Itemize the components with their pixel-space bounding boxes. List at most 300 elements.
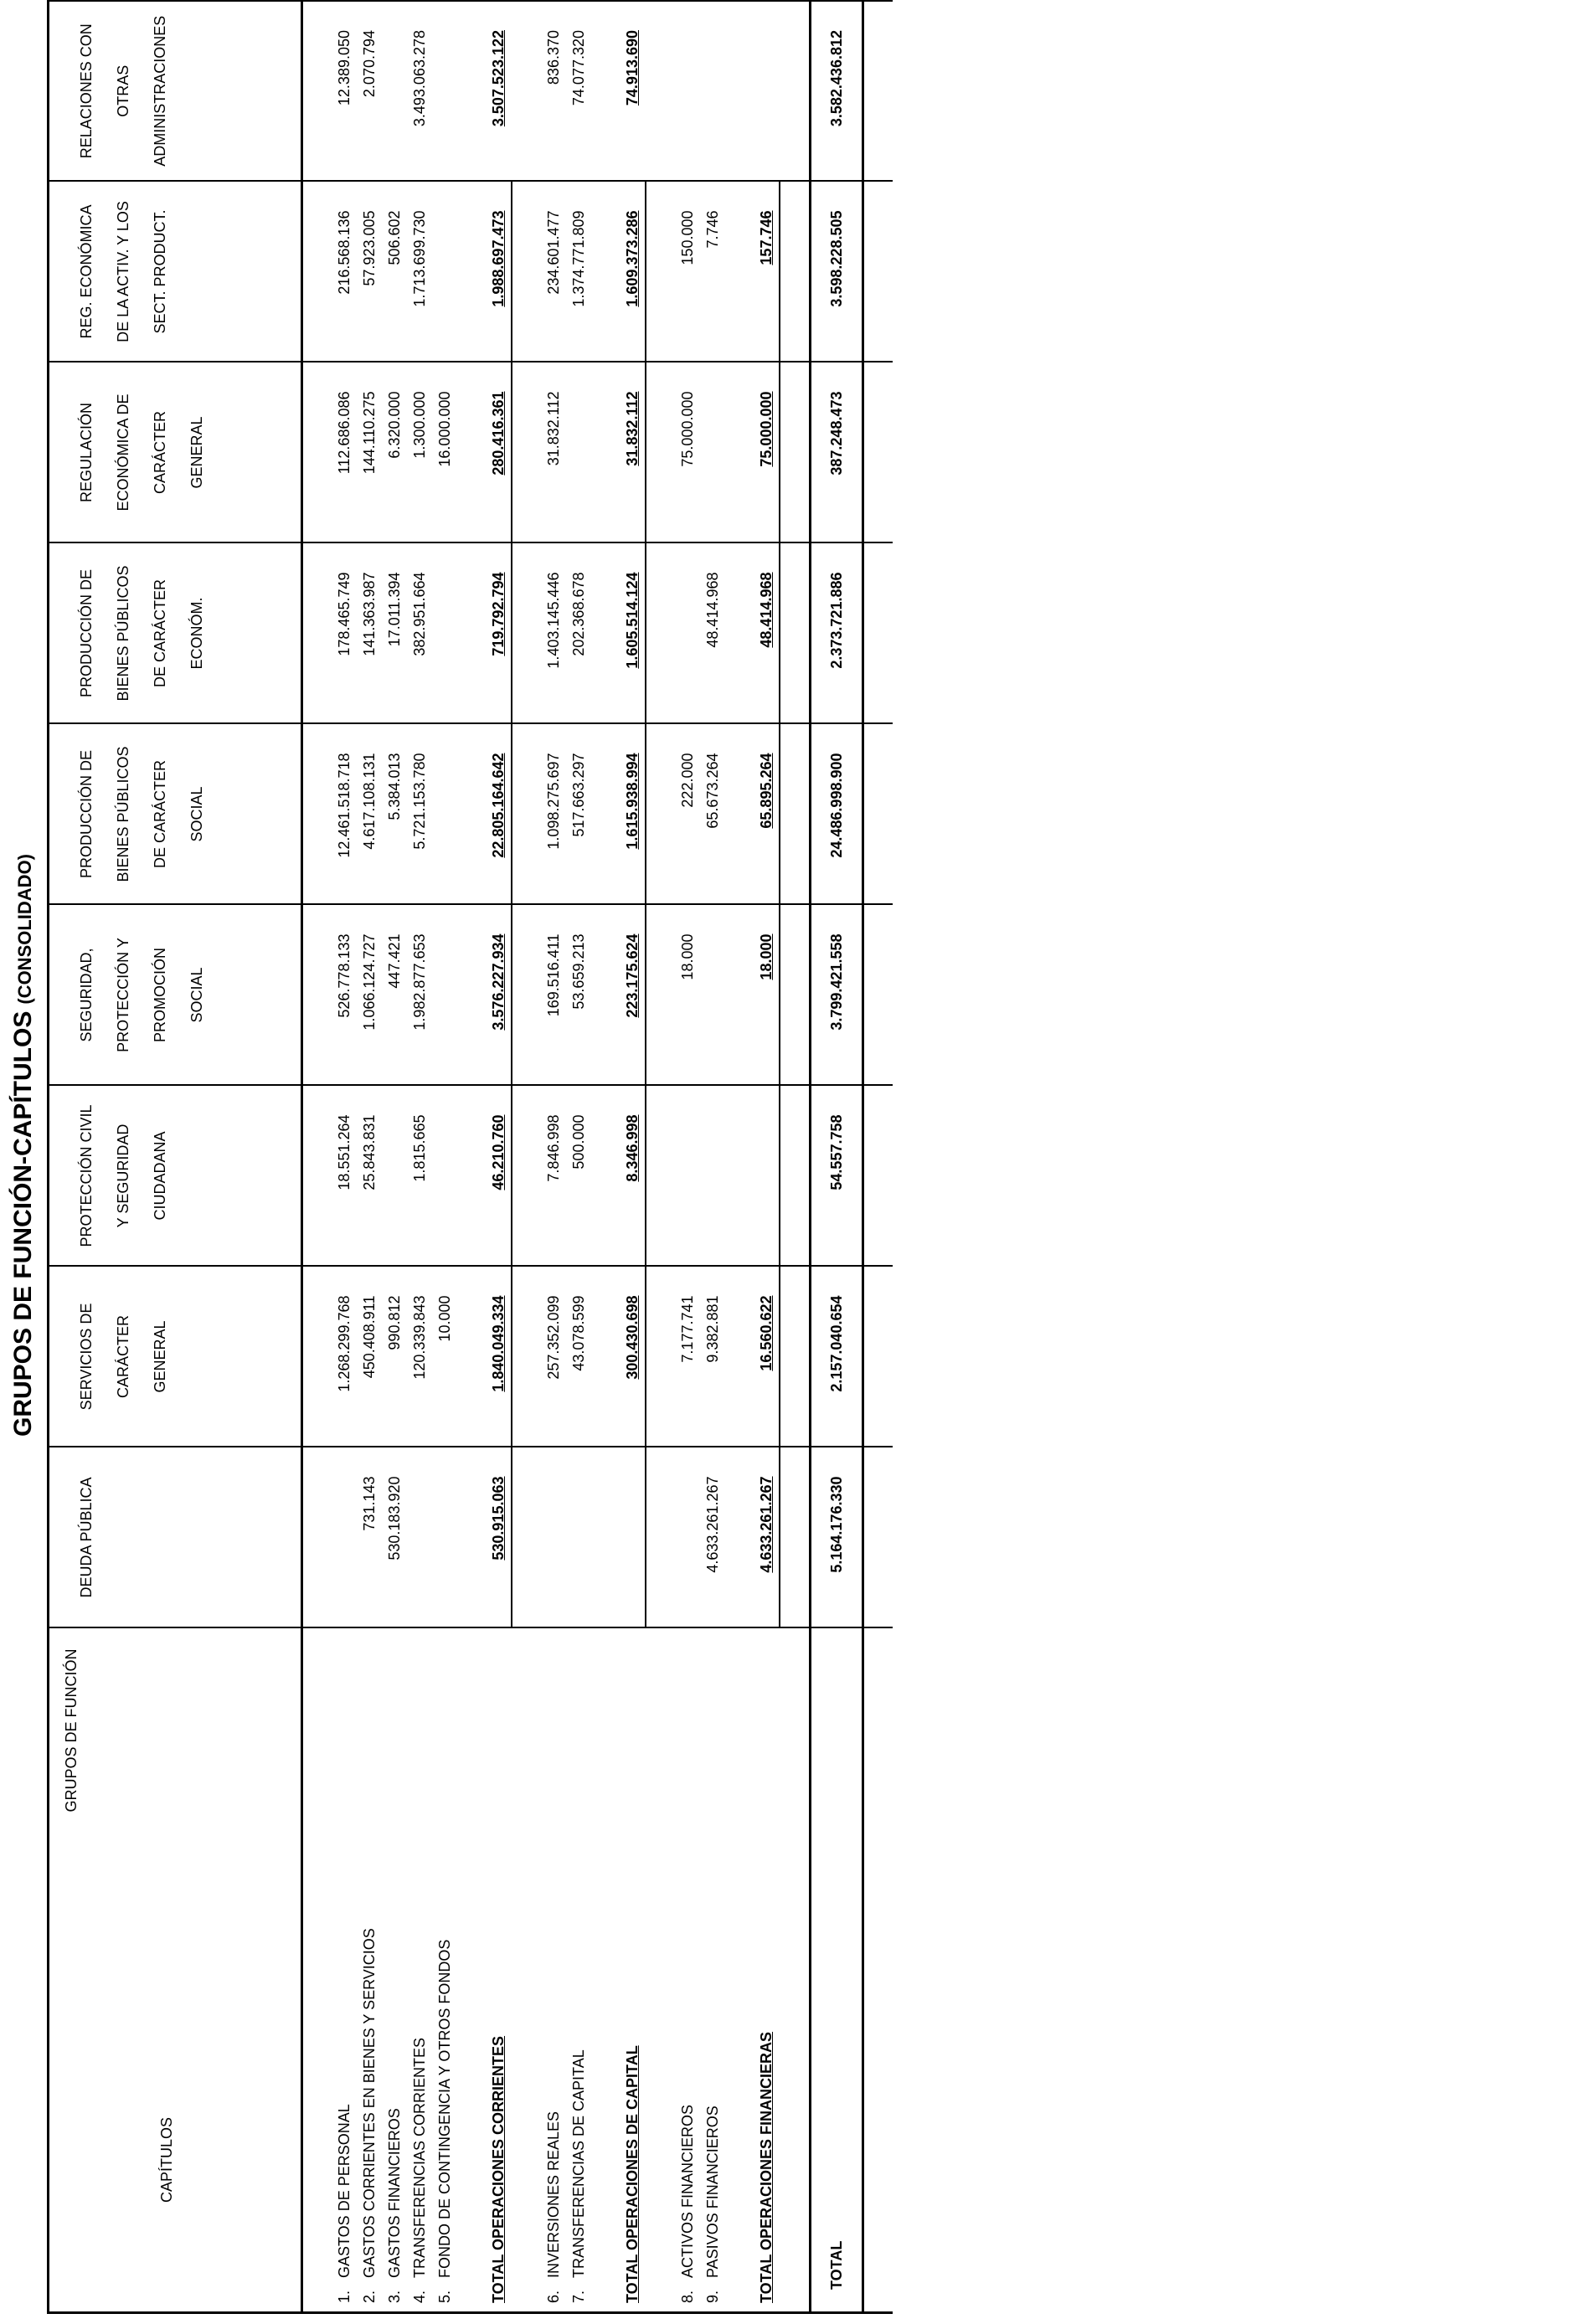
subtotal-value: 157.746	[758, 210, 775, 265]
spacer-row	[302, 1, 332, 2313]
subtotal-value: 530.915.063	[490, 1476, 507, 1560]
value-cell: 7.177.741	[675, 1267, 700, 1447]
empty-cell	[591, 1267, 620, 1447]
value-cell: 1.268.299.768	[332, 1267, 357, 1447]
column-header-line: SEGURIDAD,	[78, 948, 95, 1042]
subtotal-label-cell	[620, 1628, 646, 2313]
value-cell	[382, 1, 407, 182]
column-header-line: ADMINISTRACIONES	[152, 15, 168, 167]
subtotal-value-cell	[620, 1, 646, 182]
value-cell: 234.601.477	[541, 182, 566, 362]
value-cell: 530.183.920	[382, 1447, 407, 1628]
value-cell: 1.098.275.697	[541, 724, 566, 905]
subtotal-value: 280.416.361	[490, 391, 507, 476]
empty-cell	[725, 905, 754, 1086]
subtotal-value-cell	[620, 543, 646, 724]
value-cell: 53.659.213	[566, 905, 591, 1086]
row-label-cell	[700, 1628, 725, 2313]
subtotal-value-cell	[486, 724, 512, 905]
value-cell: 500.000	[566, 1086, 591, 1267]
empty-cell	[512, 182, 541, 362]
empty-cell	[512, 543, 541, 724]
value-cell	[700, 362, 725, 543]
empty-cell	[646, 905, 675, 1086]
subtotal-value: 4.633.261.267	[758, 1476, 775, 1573]
value-cell: 112.686.086	[332, 362, 357, 543]
value-cell: 2.070.794	[357, 1, 382, 182]
value-cell: 1.713.699.730	[407, 182, 432, 362]
empty-cell	[591, 1447, 620, 1628]
subtotal-value-cell	[486, 1267, 512, 1447]
subtotal-value: 300.430.698	[624, 1295, 641, 1380]
value-cell	[407, 1447, 432, 1628]
subtotal-value: 8.346.998	[624, 1114, 641, 1182]
subtotal-value-cell	[486, 905, 512, 1086]
column-header-line: CIUDADANA	[152, 1131, 168, 1221]
row-label-cell	[432, 1628, 457, 2313]
row-label: TRANSFERENCIAS DE CAPITAL	[570, 2049, 587, 2278]
row-number: 3.	[386, 2290, 403, 2303]
empty-cell	[725, 1086, 754, 1267]
row-number: 6.	[545, 2290, 562, 2303]
row-label: GASTOS DE PERSONAL	[336, 2104, 353, 2278]
value-cell: 990.812	[382, 1267, 407, 1447]
spacer-row	[780, 1, 811, 2313]
column-header-line: BIENES PÚBLICOS	[115, 746, 131, 882]
subtotal-label-cell	[754, 1628, 780, 2313]
spacer-row	[512, 1, 541, 2313]
row-label-cell	[332, 1628, 357, 2313]
column-header-line: GENERAL	[188, 416, 205, 489]
column-header-line: RELACIONES CON	[78, 23, 95, 159]
empty-cell	[863, 1, 893, 182]
subtotal-value-cell	[754, 182, 780, 362]
value-cell: 9.382.881	[700, 1267, 725, 1447]
value-cell: 57.923.005	[357, 182, 382, 362]
row-label: PASIVOS FINANCIEROS	[704, 2105, 721, 2278]
empty-cell	[863, 905, 893, 1086]
column-header-line: Y SEGURIDAD	[115, 1123, 131, 1228]
subtotal-value-cell	[754, 1, 780, 182]
subtotal-label: TOTAL OPERACIONES CORRIENTES	[490, 2035, 507, 2303]
value-cell: 257.352.099	[541, 1267, 566, 1447]
column-header-line: OTRAS	[115, 64, 131, 117]
empty-cell	[591, 543, 620, 724]
value-cell	[700, 1, 725, 182]
column-header-line: GENERAL	[152, 1320, 168, 1393]
row-label: GASTOS FINANCIEROS	[386, 2108, 403, 2278]
empty-cell	[591, 1628, 620, 2313]
subtotal-value-cell	[754, 362, 780, 543]
empty-cell	[780, 362, 811, 543]
subtotal-value-cell	[486, 1086, 512, 1267]
value-cell: 836.370	[541, 1, 566, 182]
empty-cell	[780, 1267, 811, 1447]
empty-cell	[780, 905, 811, 1086]
value-cell: 4.633.261.267	[700, 1447, 725, 1628]
spacer-row	[591, 1, 620, 2313]
empty-cell	[725, 1628, 754, 2313]
value-cell: 18.551.264	[332, 1086, 357, 1267]
column-header	[49, 543, 302, 724]
grand-total-value: 3.582.436.812	[811, 1, 863, 182]
title-text: GRUPOS DE FUNCIÓN-CAPÍTULOS	[9, 1010, 37, 1437]
value-cell: 16.000.000	[432, 362, 457, 543]
value-cell	[382, 1086, 407, 1267]
value-cell	[675, 1086, 700, 1267]
empty-cell	[512, 1086, 541, 1267]
subtotal-value: 3.576.227.934	[490, 933, 507, 1031]
empty-cell	[780, 1447, 811, 1628]
subtotal-value: 1.609.373.286	[624, 210, 641, 307]
subtotal-value-cell	[620, 1086, 646, 1267]
empty-cell	[512, 905, 541, 1086]
value-cell	[675, 1, 700, 182]
empty-cell	[863, 1267, 893, 1447]
empty-cell	[780, 1628, 811, 2313]
corner-chapter-label: CAPÍTULOS	[158, 2116, 175, 2203]
table-row	[675, 1, 700, 2313]
empty-cell	[591, 1086, 620, 1267]
row-label: ACTIVOS FINANCIEROS	[679, 2104, 696, 2278]
empty-cell	[646, 1447, 675, 1628]
value-cell: 202.368.678	[566, 543, 591, 724]
empty-cell	[780, 1086, 811, 1267]
row-label-cell	[357, 1628, 382, 2313]
row-label-cell	[407, 1628, 432, 2313]
empty-cell	[457, 905, 486, 1086]
subtitle-text: (CONSOLIDADO)	[14, 853, 35, 1005]
empty-cell	[780, 543, 811, 724]
table-row	[566, 1, 591, 2313]
spacer-row	[725, 1, 754, 2313]
empty-cell	[302, 905, 332, 1086]
column-header-line: PROTECCIÓN Y	[115, 938, 131, 1052]
subtotal-value: 18.000	[758, 933, 775, 980]
empty-cell	[302, 1267, 332, 1447]
subtotal-value: 3.507.523.122	[490, 30, 507, 127]
empty-cell	[302, 1628, 332, 2313]
column-header	[49, 182, 302, 362]
empty-cell	[591, 724, 620, 905]
value-cell: 6.320.000	[382, 362, 407, 543]
column-header-line: SOCIAL	[188, 786, 205, 842]
table-row	[700, 1, 725, 2313]
row-label: TRANSFERENCIAS CORRIENTES	[411, 2037, 428, 2278]
row-number: 8.	[679, 2290, 696, 2303]
value-cell: 382.951.664	[407, 543, 432, 724]
subtotal-value: 74.913.690	[624, 30, 641, 106]
header-row	[49, 1, 302, 2313]
grand-total-value: 3.799.421.558	[811, 905, 863, 1086]
value-cell: 5.721.153.780	[407, 724, 432, 905]
empty-cell	[863, 724, 893, 905]
subtotal-value: 223.175.624	[624, 933, 641, 1018]
value-cell	[432, 1, 457, 182]
empty-cell	[512, 1447, 541, 1628]
column-header-line: REG. ECONÓMICA	[78, 204, 95, 339]
column-header	[49, 905, 302, 1086]
empty-cell	[646, 1086, 675, 1267]
value-cell	[675, 543, 700, 724]
subtotal-value: 16.560.622	[758, 1295, 775, 1371]
subtotal-value-cell	[620, 905, 646, 1086]
subtotal-value-cell	[486, 1, 512, 182]
column-header	[49, 1267, 302, 1447]
subtotal-row	[486, 1, 512, 2313]
subtotal-value-cell	[754, 905, 780, 1086]
empty-cell	[863, 182, 893, 362]
value-cell: 5.384.013	[382, 724, 407, 905]
empty-cell	[457, 1447, 486, 1628]
value-cell: 169.516.411	[541, 905, 566, 1086]
empty-cell	[302, 724, 332, 905]
column-header-line: SECT. PRODUCT.	[152, 209, 168, 334]
value-cell: 65.673.264	[700, 724, 725, 905]
value-cell: 25.843.831	[357, 1086, 382, 1267]
value-cell: 141.363.987	[357, 543, 382, 724]
subtotal-value-cell	[754, 543, 780, 724]
empty-cell	[725, 1267, 754, 1447]
empty-cell	[863, 543, 893, 724]
row-label-cell	[541, 1628, 566, 2313]
table-row	[432, 1, 457, 2313]
value-cell: 1.300.000	[407, 362, 432, 543]
row-number: 7.	[570, 2290, 587, 2303]
value-cell: 447.421	[382, 905, 407, 1086]
empty-cell	[725, 543, 754, 724]
value-cell	[566, 1447, 591, 1628]
empty-cell	[863, 1447, 893, 1628]
subtotal-row	[620, 1, 646, 2313]
value-cell: 12.461.518.718	[332, 724, 357, 905]
value-cell: 1.982.877.653	[407, 905, 432, 1086]
subtotal-value-cell	[754, 1086, 780, 1267]
column-header-line: PRODUCCIÓN DE	[78, 750, 95, 879]
empty-cell	[863, 1628, 893, 2313]
subtotal-value-cell	[754, 1447, 780, 1628]
empty-cell	[646, 1, 675, 182]
empty-cell	[302, 1447, 332, 1628]
column-header-line: PRODUCCIÓN DE	[78, 569, 95, 698]
grand-total-value: 5.164.176.330	[811, 1447, 863, 1628]
column-header-line: CARÁCTER	[115, 1315, 131, 1399]
value-cell: 43.078.599	[566, 1267, 591, 1447]
empty-cell	[725, 362, 754, 543]
value-cell: 1.066.124.727	[357, 905, 382, 1086]
value-cell: 1.815.665	[407, 1086, 432, 1267]
empty-cell	[302, 182, 332, 362]
value-cell: 12.389.050	[332, 1, 357, 182]
empty-cell	[457, 1, 486, 182]
value-cell	[432, 905, 457, 1086]
row-label-cell	[566, 1628, 591, 2313]
subtotal-value: 1.988.697.473	[490, 210, 507, 307]
column-header-line: PROTECCIÓN CIVIL	[78, 1104, 95, 1247]
column-header-line: DE CARÁCTER	[152, 579, 168, 688]
row-label-cell	[675, 1628, 700, 2313]
empty-cell	[725, 724, 754, 905]
value-cell: 1.374.771.809	[566, 182, 591, 362]
table-row	[382, 1, 407, 2313]
value-cell	[432, 1086, 457, 1267]
column-header	[49, 1447, 302, 1628]
empty-cell	[512, 362, 541, 543]
grand-total-label: TOTAL	[811, 1628, 863, 2313]
table-row	[541, 1, 566, 2313]
grand-total-value: 54.557.758	[811, 1086, 863, 1267]
empty-cell	[302, 1086, 332, 1267]
empty-cell	[457, 724, 486, 905]
grand-total-value: 2.373.721.886	[811, 543, 863, 724]
subtotal-value-cell	[486, 362, 512, 543]
empty-cell	[512, 1, 541, 182]
subtotal-label-cell	[486, 1628, 512, 2313]
value-cell: 144.110.275	[357, 362, 382, 543]
column-header	[49, 362, 302, 543]
value-cell: 7.746	[700, 182, 725, 362]
column-header-line: CARÁCTER	[152, 411, 168, 495]
grand-total-value: 3.598.228.505	[811, 182, 863, 362]
table-row	[357, 1, 382, 2313]
column-header-line: BIENES PÚBLICOS	[115, 565, 131, 702]
empty-cell	[457, 1267, 486, 1447]
empty-cell	[646, 182, 675, 362]
value-cell: 17.011.394	[382, 543, 407, 724]
value-cell: 222.000	[675, 724, 700, 905]
page-title	[7, 854, 40, 1437]
grand-total-row	[811, 1, 863, 2313]
subtotal-value: 75.000.000	[758, 391, 775, 467]
corner-group-label: GRUPOS DE FUNCIÓN	[63, 1648, 80, 1812]
empty-cell	[512, 1628, 541, 2313]
empty-cell	[457, 1086, 486, 1267]
value-cell: 526.778.133	[332, 905, 357, 1086]
value-cell: 731.143	[357, 1447, 382, 1628]
row-label: INVERSIONES REALES	[545, 2111, 562, 2278]
row-number: 2.	[361, 2290, 378, 2303]
subtotal-value-cell	[620, 1447, 646, 1628]
value-cell: 75.000.000	[675, 362, 700, 543]
spacer-row	[863, 1, 893, 2313]
value-cell: 74.077.320	[566, 1, 591, 182]
subtotal-value-cell	[486, 1447, 512, 1628]
empty-cell	[302, 543, 332, 724]
value-cell	[675, 1447, 700, 1628]
column-header-line: SOCIAL	[188, 967, 205, 1023]
column-header	[49, 724, 302, 905]
empty-cell	[591, 1, 620, 182]
column-header-line: DE LA ACTIV. Y LOS	[115, 201, 131, 342]
row-number: 1.	[336, 2290, 353, 2303]
column-header	[49, 1, 302, 182]
value-cell	[432, 1447, 457, 1628]
empty-cell	[302, 362, 332, 543]
subtotal-value-cell	[486, 543, 512, 724]
column-header-line: DE CARÁCTER	[152, 760, 168, 869]
subtotal-value: 1.840.049.334	[490, 1295, 507, 1392]
empty-cell	[725, 182, 754, 362]
column-header-line: DEUDA PÚBLICA	[78, 1477, 95, 1598]
value-cell: 517.663.297	[566, 724, 591, 905]
empty-cell	[591, 362, 620, 543]
empty-cell	[512, 1267, 541, 1447]
empty-cell	[725, 1447, 754, 1628]
empty-cell	[591, 905, 620, 1086]
empty-cell	[457, 1628, 486, 2313]
value-cell	[700, 1086, 725, 1267]
value-cell: 48.414.968	[700, 543, 725, 724]
value-cell: 18.000	[675, 905, 700, 1086]
row-label: GASTOS CORRIENTES EN BIENES Y SERVICIOS	[361, 1928, 378, 2278]
row-label-cell	[382, 1628, 407, 2313]
empty-cell	[302, 1, 332, 182]
spacer-row	[457, 1, 486, 2313]
empty-cell	[457, 182, 486, 362]
empty-cell	[863, 362, 893, 543]
subtotal-value: 46.210.760	[490, 1114, 507, 1190]
empty-cell	[780, 1, 811, 182]
empty-cell	[646, 724, 675, 905]
subtotal-value-cell	[754, 1267, 780, 1447]
empty-cell	[646, 543, 675, 724]
empty-cell	[863, 1086, 893, 1267]
subtotal-value: 65.895.264	[758, 753, 775, 829]
empty-cell	[512, 724, 541, 905]
column-header-line: ECONÓMICA DE	[115, 393, 131, 512]
value-cell: 1.403.145.446	[541, 543, 566, 724]
table-body	[49, 1, 893, 2313]
grand-total-value: 24.486.998.900	[811, 724, 863, 905]
grand-total-value: 2.157.040.654	[811, 1267, 863, 1447]
value-cell: 3.493.063.278	[407, 1, 432, 182]
column-header-line: SERVICIOS DE	[78, 1303, 95, 1411]
empty-cell	[457, 362, 486, 543]
column-header-line: ECONÓM.	[188, 597, 205, 670]
empty-cell	[780, 182, 811, 362]
empty-cell	[646, 1628, 675, 2313]
subtotal-label: TOTAL OPERACIONES DE CAPITAL	[624, 2045, 641, 2303]
subtotal-row	[754, 1, 780, 2313]
column-header-line: PROMOCIÓN	[152, 948, 168, 1043]
subtotal-label: TOTAL OPERACIONES FINANCIERAS	[758, 2031, 775, 2303]
table-row	[332, 1, 357, 2313]
value-cell	[432, 724, 457, 905]
value-cell	[566, 362, 591, 543]
value-cell: 10.000	[432, 1267, 457, 1447]
value-cell	[432, 182, 457, 362]
subtotal-value: 31.832.112	[624, 391, 641, 466]
value-cell	[332, 1447, 357, 1628]
subtotal-value-cell	[486, 182, 512, 362]
subtotal-value: 48.414.968	[758, 572, 775, 648]
subtotal-value-cell	[620, 182, 646, 362]
row-number: 5.	[436, 2290, 453, 2303]
empty-cell	[725, 1, 754, 182]
subtotal-value-cell	[620, 1267, 646, 1447]
value-cell: 150.000	[675, 182, 700, 362]
subtotal-value: 719.792.794	[490, 572, 507, 656]
empty-cell	[780, 724, 811, 905]
value-cell: 4.617.108.131	[357, 724, 382, 905]
column-header-line: REGULACIÓN	[78, 402, 95, 503]
subtotal-value: 1.615.938.994	[624, 753, 641, 850]
column-header	[49, 1086, 302, 1267]
subtotal-value-cell	[754, 724, 780, 905]
value-cell: 7.846.998	[541, 1086, 566, 1267]
value-cell: 178.465.749	[332, 543, 357, 724]
subtotal-value: 1.605.514.124	[624, 572, 641, 669]
